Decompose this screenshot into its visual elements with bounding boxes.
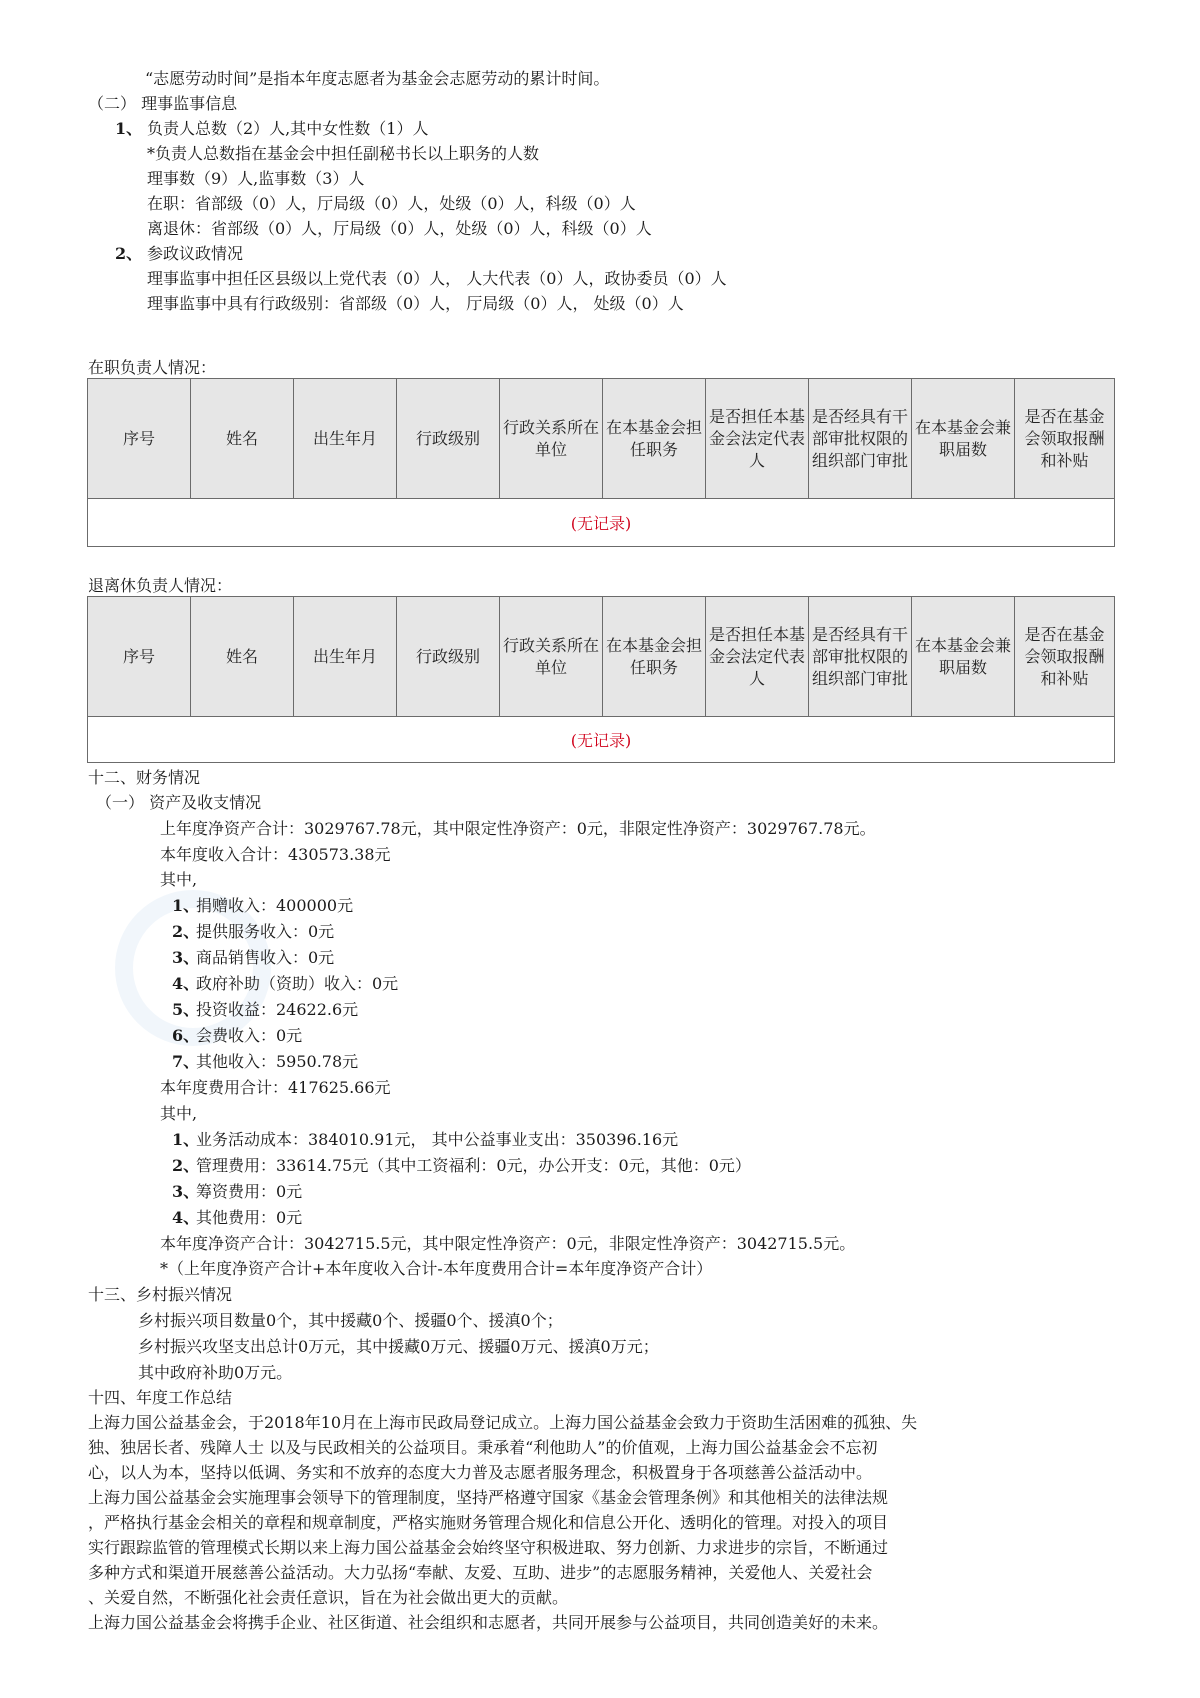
summary-line: 上海力国公益基金会实施理事会领导下的管理制度，坚持严格遵守国家《基金会管理条例》和其他相关的法律法规 bbox=[88, 1488, 889, 1507]
income-item-text: 会费收入：0元 bbox=[196, 1026, 303, 1045]
col-header-terms: 在本基金会兼职届数 bbox=[912, 597, 1015, 717]
summary-line: 实行跟踪监管的管理模式长期以来上海力国公益基金会始终坚守积极进取、努力创新、力求进步的宗旨，不断通过 bbox=[88, 1538, 889, 1557]
col-header-position: 在本基金会担任职务 bbox=[603, 379, 706, 499]
expense-item-text: 筹资费用：0元 bbox=[196, 1182, 303, 1201]
income-total: 本年度收入合计：430573.38元 bbox=[160, 845, 391, 864]
rural-line-1: 乡村振兴项目数量0个，其中援藏0个、援疆0个、援滇0个； bbox=[138, 1311, 563, 1330]
finance-section-title: 十二、财务情况 bbox=[88, 768, 201, 787]
income-item-number: 6、 bbox=[172, 1026, 200, 1045]
board-item1-number: 1、 bbox=[115, 119, 143, 138]
summary-line: 上海力国公益基金会，于2018年10月在上海市民政局登记成立。上海力国公益基金会致力于资助生活困难的孤独、失 bbox=[88, 1413, 918, 1432]
summary-line: 独、独居长者、残障人士 以及与民政相关的公益项目。秉承着“利他助人”的价值观，上海力国公益基金会不忘初 bbox=[88, 1438, 878, 1457]
col-header-birth: 出生年月 bbox=[294, 379, 397, 499]
expense-total: 本年度费用合计：417625.66元 bbox=[160, 1078, 391, 1097]
retired-table-title: 退离休负责人情况： bbox=[88, 576, 233, 595]
col-header-pay: 是否在基金会领取报酬和补贴 bbox=[1015, 379, 1115, 499]
in-office-levels: 在职：省部级（0）人，厅局级（0）人，处级（0）人，科级（0）人 bbox=[147, 194, 636, 213]
expense-item-number: 2、 bbox=[172, 1156, 200, 1175]
politics-line-2: 理事监事中具有行政级别：省部级（0）人， 厅局级（0）人， 处级（0）人 bbox=[147, 294, 684, 313]
board-item2-number: 2、 bbox=[115, 244, 143, 263]
col-header-admin-unit: 行政关系所在单位 bbox=[500, 597, 603, 717]
income-among-label: 其中, bbox=[160, 870, 198, 889]
rural-line-2: 乡村振兴攻坚支出总计0万元，其中援藏0万元、援疆0万元、援滇0万元； bbox=[138, 1337, 659, 1356]
expense-item-text: 管理费用：33614.75元（其中工资福利：0元，办公开支：0元，其他：0元） bbox=[196, 1156, 751, 1175]
income-item-number: 7、 bbox=[172, 1052, 200, 1071]
col-header-admin-level: 行政级别 bbox=[397, 597, 500, 717]
income-item-number: 2、 bbox=[172, 922, 200, 941]
active-responsible-table bbox=[87, 378, 1115, 547]
col-header-index: 序号 bbox=[88, 379, 191, 499]
summary-line: ，严格执行基金会相关的章程和规章制度，严格实施财务管理合规化和信息公开化、透明化的管理。对投入的项目 bbox=[88, 1513, 889, 1532]
expense-item-number: 1、 bbox=[172, 1130, 200, 1149]
summary-line: 多种方式和渠道开展慈善公益活动。大力弘扬“奉献、友爱、互助、进步”的志愿服务精神，关爱他人、关爱社会 bbox=[88, 1563, 873, 1582]
retired-responsible-table bbox=[87, 596, 1115, 763]
income-item-text: 政府补助（资助）收入：0元 bbox=[196, 974, 399, 993]
income-item-text: 其他收入：5950.78元 bbox=[196, 1052, 359, 1071]
col-header-legal-rep: 是否担任本基金会法定代表人 bbox=[706, 379, 809, 499]
current-net-assets: 本年度净资产合计：3042715.5元，其中限定性净资产：0元，非限定性净资产：3042715.5元。 bbox=[160, 1234, 856, 1253]
retired-table-empty: (无记录) bbox=[88, 717, 1115, 763]
income-item-text: 商品销售收入：0元 bbox=[196, 948, 335, 967]
summary-line: 、关爱自然，不断强化社会责任意识，旨在为社会做出更大的贡献。 bbox=[88, 1588, 569, 1607]
board-item1-text: 负责人总数（2）人,其中女性数（1）人 bbox=[147, 119, 429, 138]
summary-section-title: 十四、年度工作总结 bbox=[88, 1388, 233, 1407]
expense-item-number: 3、 bbox=[172, 1182, 200, 1201]
expense-item-text: 其他费用：0元 bbox=[196, 1208, 303, 1227]
col-header-name: 姓名 bbox=[191, 379, 294, 499]
retired-levels: 离退休：省部级（0）人，厅局级（0）人，处级（0）人，科级（0）人 bbox=[147, 219, 652, 238]
income-item-text: 提供服务收入：0元 bbox=[196, 922, 335, 941]
active-table-empty: (无记录) bbox=[88, 499, 1115, 547]
board-section-title: （二） 理事监事信息 bbox=[88, 94, 238, 113]
col-header-position: 在本基金会担任职务 bbox=[603, 597, 706, 717]
finance-subsection-title: （一） 资产及收支情况 bbox=[96, 793, 262, 812]
net-assets-formula: *（上年度净资产合计+本年度收入合计-本年度费用合计=本年度净资产合计） bbox=[160, 1259, 713, 1278]
rural-section-title: 十三、乡村振兴情况 bbox=[88, 1285, 233, 1304]
active-table-title: 在职负责人情况： bbox=[88, 358, 217, 377]
col-header-approval: 是否经具有干部审批权限的组织部门审批 bbox=[809, 379, 912, 499]
volunteer-time-note: “志愿劳动时间”是指本年度志愿者为基金会志愿劳动的累计时间。 bbox=[145, 69, 610, 88]
summary-line: 心，以人为本，坚持以低调、务实和不放弃的态度大力普及志愿者服务理念，积极置身于各项慈善公益活动中。 bbox=[88, 1463, 873, 1482]
col-header-terms: 在本基金会兼职届数 bbox=[912, 379, 1015, 499]
income-item-text: 投资收益：24622.6元 bbox=[196, 1000, 359, 1019]
income-item-number: 1、 bbox=[172, 896, 200, 915]
expense-among-label: 其中, bbox=[160, 1104, 198, 1123]
col-header-name: 姓名 bbox=[191, 597, 294, 717]
income-item-number: 5、 bbox=[172, 1000, 200, 1019]
col-header-approval: 是否经具有干部审批权限的组织部门审批 bbox=[809, 597, 912, 717]
politics-line-1: 理事监事中担任区县级以上党代表（0）人， 人大代表（0）人，政协委员（0）人 bbox=[147, 269, 727, 288]
col-header-pay: 是否在基金会领取报酬和补贴 bbox=[1015, 597, 1115, 717]
income-item-text: 捐赠收入：400000元 bbox=[196, 896, 354, 915]
col-header-admin-level: 行政级别 bbox=[397, 379, 500, 499]
col-header-birth: 出生年月 bbox=[294, 597, 397, 717]
prev-net-assets: 上年度净资产合计：3029767.78元，其中限定性净资产：0元，非限定性净资产：3029767.78元。 bbox=[160, 819, 876, 838]
income-item-number: 4、 bbox=[172, 974, 200, 993]
rural-line-3: 其中政府补助0万元。 bbox=[138, 1363, 293, 1382]
col-header-admin-unit: 行政关系所在单位 bbox=[500, 379, 603, 499]
expense-item-number: 4、 bbox=[172, 1208, 200, 1227]
board-item2-text: 参政议政情况 bbox=[147, 244, 244, 263]
summary-line: 上海力国公益基金会将携手企业、社区街道、社会组织和志愿者，共同开展参与公益项目，共同创造美好的未来。 bbox=[88, 1613, 889, 1632]
expense-item-text: 业务活动成本：384010.91元， 其中公益事业支出：350396.16元 bbox=[196, 1130, 679, 1149]
col-header-legal-rep: 是否担任本基金会法定代表人 bbox=[706, 597, 809, 717]
income-item-number: 3、 bbox=[172, 948, 200, 967]
director-count: 理事数（9）人,监事数（3）人 bbox=[147, 169, 365, 188]
col-header-index: 序号 bbox=[88, 597, 191, 717]
responsible-note: *负责人总数指在基金会中担任副秘书长以上职务的人数 bbox=[147, 144, 540, 163]
